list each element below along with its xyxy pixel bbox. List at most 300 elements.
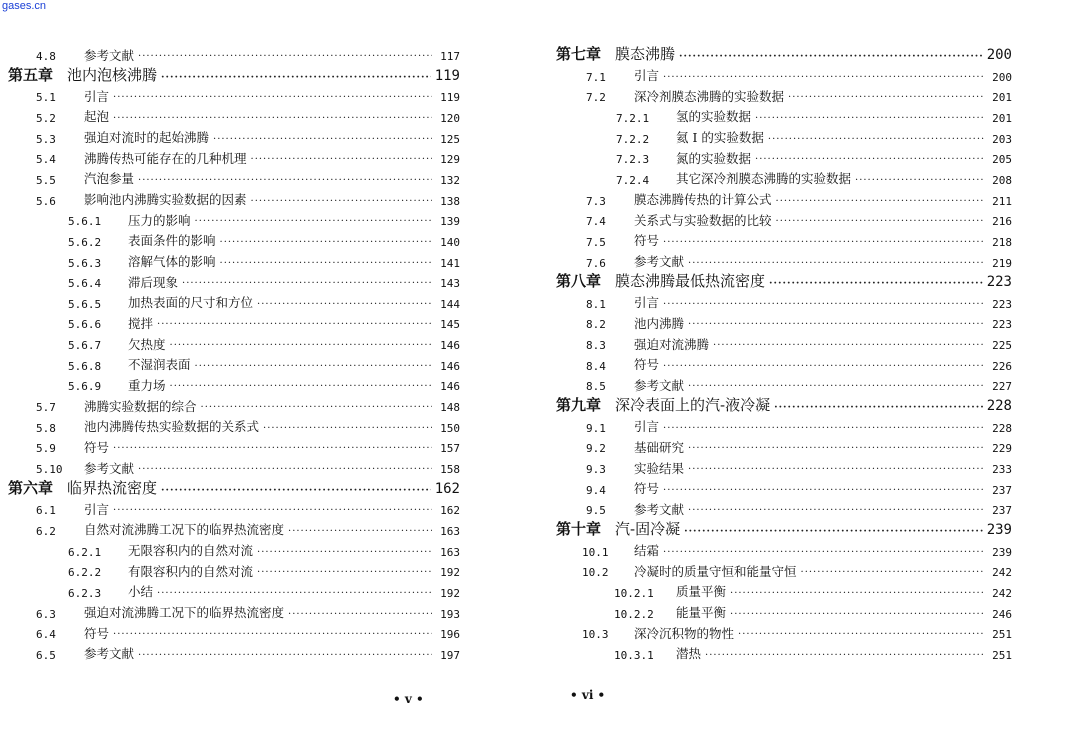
toc-section-title: 引言 — [634, 68, 660, 84]
toc-section-title: 膜态沸腾最低热流密度 — [615, 272, 766, 291]
toc-entry-row — [556, 314, 1012, 330]
toc-section-title: 临界热流密度 — [67, 478, 158, 497]
toc-section-number: 7.2.1 — [616, 111, 650, 125]
toc-section-number: 6.4 — [36, 628, 56, 642]
toc-page-number: 193 — [440, 607, 460, 621]
toc-section-number: 7.4 — [586, 215, 606, 229]
toc-page-number: 239 — [992, 545, 1012, 559]
toc-section-title: 膜态沸腾 — [615, 45, 676, 63]
toc-page-number: 120 — [440, 111, 460, 125]
toc-leader-dots — [213, 135, 432, 145]
toc-leader-dots — [663, 424, 984, 434]
toc-section-title: 符号 — [634, 357, 660, 373]
toc-entry-row — [556, 356, 1012, 372]
toc-entry-row — [556, 170, 1012, 186]
toc-entry-row — [8, 170, 460, 186]
toc-leader-dots — [138, 176, 432, 186]
toc-section-title: 沸腾传热可能存在的几种机理 — [84, 150, 247, 166]
toc-section-title: 有限容积内的自然对流 — [128, 563, 254, 579]
toc-entry-row — [556, 232, 1012, 248]
toc-section-number: 第九章 — [556, 396, 602, 415]
toc-leader-dots — [688, 444, 984, 454]
toc-leader-dots — [801, 568, 984, 578]
toc-leader-dots — [263, 424, 432, 434]
toc-section-title: 重力场 — [128, 377, 166, 393]
toc-entry-row — [556, 542, 1012, 558]
toc-section-title: 参考文献 — [84, 460, 135, 476]
toc-leader-dots — [776, 197, 984, 207]
toc-leader-dots — [251, 197, 432, 207]
toc-section-title: 符号 — [634, 481, 660, 497]
toc-entry-row — [556, 129, 1012, 145]
toc-leader-dots — [170, 341, 432, 351]
toc-section-title: 参考文献 — [84, 646, 135, 662]
toc-entry-row — [556, 645, 1012, 661]
toc-entry-row — [8, 500, 460, 516]
toc-entry-row — [556, 480, 1012, 496]
toc-leader-dots — [201, 403, 432, 413]
toc-entry-row — [8, 459, 460, 475]
toc-section-number: 10.2.1 — [614, 586, 654, 600]
toc-entry-row — [556, 191, 1012, 207]
toc-section-title: 冷凝时的质量守恒和能量守恒 — [634, 563, 797, 579]
toc-page-number: 246 — [992, 607, 1012, 621]
toc-chapter-row — [556, 397, 1012, 413]
watermark-text: gases.cn — [2, 0, 47, 12]
toc-section-title: 氮的实验数据 — [676, 150, 752, 166]
toc-leader-dots — [257, 548, 432, 558]
toc-leader-dots — [663, 548, 984, 558]
toc-section-title: 溶解气体的影响 — [128, 254, 216, 269]
toc-section-title: 池内沸腾 — [634, 315, 685, 331]
toc-section-title: 其它深冷剂膜态沸腾的实验数据 — [676, 171, 852, 187]
toc-entry-row — [8, 521, 460, 537]
toc-section-title: 池内泡核沸腾 — [67, 65, 158, 84]
toc-section-number: 5.6 — [36, 194, 56, 208]
toc-leader-dots — [855, 176, 984, 186]
toc-entry-row — [8, 129, 460, 145]
toc-page-number: 218 — [992, 235, 1012, 249]
toc-page-number: 197 — [440, 648, 460, 662]
toc-section-title: 欠热度 — [128, 336, 166, 352]
toc-section-title: 汽泡参量 — [84, 171, 135, 187]
toc-section-title: 参考文献 — [634, 501, 685, 517]
toc-leader-dots — [170, 382, 432, 392]
toc-section-number: 5.1 — [36, 91, 56, 105]
toc-page-number: 205 — [992, 153, 1012, 167]
toc-section-title: 强迫对流时的起始沸腾 — [84, 130, 210, 146]
toc-leader-dots — [195, 362, 432, 372]
toc-section-title: 质量平衡 — [676, 584, 727, 600]
toc-entry-row — [8, 149, 460, 165]
toc-section-title: 表面条件的影响 — [128, 233, 216, 249]
toc-leader-dots — [220, 238, 432, 248]
toc-entry-row — [556, 562, 1012, 578]
toc-section-title: 膜态沸腾传热的计算公式 — [634, 192, 772, 208]
toc-section-number: 6.1 — [36, 504, 56, 518]
toc-section-number: 9.5 — [586, 504, 606, 518]
toc-leader-dots — [663, 300, 984, 310]
toc-section-title: 搅拌 — [128, 315, 154, 331]
toc-section-title: 强迫对流沸腾 — [634, 336, 710, 352]
toc-leader-dots — [257, 300, 432, 310]
toc-section-number: 5.8 — [36, 421, 56, 435]
toc-section-number: 8.5 — [586, 380, 606, 394]
toc-entry-row — [8, 294, 460, 310]
toc-chapter-row — [556, 521, 1012, 537]
toc-page-number: 119 — [434, 67, 460, 84]
toc-section-title: 引言 — [634, 295, 660, 311]
toc-leader-dots — [774, 403, 983, 413]
toc-section-number: 5.3 — [36, 132, 56, 146]
toc-section-number: 10.2.2 — [614, 607, 654, 621]
toc-page-number: 150 — [440, 421, 460, 435]
toc-leader-dots — [688, 382, 984, 392]
toc-page-number: 225 — [992, 339, 1012, 353]
toc-leader-dots — [195, 217, 432, 227]
toc-page-number: 242 — [992, 566, 1012, 580]
toc-entry-row — [556, 294, 1012, 310]
toc-section-title: 符号 — [84, 439, 110, 455]
toc-entry-row — [556, 67, 1012, 83]
toc-leader-dots — [713, 341, 984, 351]
toc-section-number: 9.3 — [586, 463, 606, 476]
toc-section-number: 5.6.9 — [68, 380, 102, 394]
toc-leader-dots — [776, 217, 984, 227]
toc-page-number: 196 — [440, 628, 460, 642]
toc-entry-row — [556, 459, 1012, 475]
toc-entry-row — [556, 335, 1012, 351]
toc-section-title: 深冷沉积物的物性 — [634, 625, 735, 641]
toc-section-number: 5.10 — [36, 463, 63, 476]
toc-page-number: 203 — [992, 132, 1012, 146]
toc-section-number: 5.6.2 — [68, 235, 102, 249]
toc-leader-dots — [157, 320, 432, 330]
toc-leader-dots — [755, 155, 984, 165]
toc-section-number: 8.3 — [586, 339, 606, 353]
toc-section-number: 第六章 — [8, 478, 54, 497]
toc-entry-row — [8, 46, 460, 62]
toc-section-title: 深冷表面上的汽-液冷凝 — [615, 396, 771, 415]
toc-page-number: 192 — [440, 566, 460, 580]
toc-page-number: 162 — [434, 480, 460, 497]
toc-page-number: 228 — [992, 421, 1012, 435]
toc-leader-dots — [161, 486, 431, 496]
toc-section-title: 无限容积内的自然对流 — [128, 543, 254, 559]
toc-page-number: 233 — [992, 463, 1012, 476]
toc-section-title: 小结 — [128, 584, 154, 600]
toc-section-number: 9.4 — [586, 483, 606, 497]
toc-page-number: 229 — [992, 442, 1012, 456]
toc-page-number: 146 — [440, 380, 460, 394]
toc-entry-row — [8, 376, 460, 392]
toc-section-number: 10.3 — [582, 628, 609, 642]
toc-section-number: 7.2.4 — [616, 173, 650, 187]
toc-page-number: 251 — [992, 628, 1012, 642]
toc-page-number: 129 — [440, 153, 460, 167]
toc-entry-row — [8, 211, 460, 227]
toc-leader-dots — [663, 362, 984, 372]
toc-page-number: 228 — [986, 398, 1012, 415]
toc-page-number: 117 — [440, 50, 460, 63]
toc-section-title: 引言 — [84, 88, 110, 104]
toc-page-number: 237 — [992, 504, 1012, 518]
toc-entry-row — [8, 604, 460, 620]
toc-section-number: 6.2 — [36, 524, 56, 538]
toc-leader-dots — [730, 589, 984, 599]
toc-entry-row — [8, 253, 460, 269]
toc-section-number: 第五章 — [8, 65, 54, 84]
toc-leader-dots — [113, 506, 432, 516]
toc-page-number: 226 — [992, 359, 1012, 373]
toc-entry-row — [8, 583, 460, 599]
toc-section-number: 5.6.6 — [68, 318, 102, 332]
toc-section-title: 潜热 — [676, 646, 702, 662]
toc-page-number: 219 — [992, 256, 1012, 270]
toc-entry-row — [556, 438, 1012, 454]
toc-section-number: 8.1 — [586, 297, 606, 311]
toc-entry-row — [8, 356, 460, 372]
toc-leader-dots — [730, 610, 984, 620]
toc-page-number: 148 — [440, 401, 460, 415]
toc-section-number: 第七章 — [556, 45, 602, 63]
toc-entry-row — [556, 418, 1012, 434]
toc-leader-dots — [138, 651, 432, 661]
toc-section-number: 6.3 — [36, 607, 56, 621]
toc-page-number: 208 — [992, 173, 1012, 187]
toc-entry-row — [556, 624, 1012, 640]
toc-section-title: 基础研究 — [634, 439, 685, 455]
toc-leader-dots — [288, 527, 432, 537]
toc-page-number: 145 — [440, 318, 460, 332]
toc-entry-row — [556, 87, 1012, 103]
toc-page-number: 251 — [992, 648, 1012, 662]
toc-section-title: 深冷剂膜态沸腾的实验数据 — [634, 88, 785, 104]
toc-leader-dots — [788, 93, 984, 103]
toc-page-number: 239 — [986, 521, 1012, 538]
toc-leader-dots — [755, 114, 984, 124]
toc-page-number: 201 — [992, 111, 1012, 125]
toc-leader-dots — [113, 114, 432, 124]
toc-page-number: 141 — [440, 256, 460, 270]
toc-entry-row — [556, 583, 1012, 599]
toc-section-number: 5.6.5 — [68, 297, 102, 311]
toc-entry-row — [556, 604, 1012, 620]
toc-page-number: 200 — [986, 47, 1012, 63]
toc-leader-dots — [663, 73, 984, 83]
toc-leader-dots — [768, 135, 984, 145]
toc-entry-row — [8, 314, 460, 330]
toc-chapter-row — [8, 480, 460, 496]
toc-section-number: 8.4 — [586, 359, 606, 373]
toc-section-title: 汽-固冷凝 — [615, 519, 681, 538]
toc-section-title: 加热表面的尺寸和方位 — [128, 295, 254, 311]
toc-leader-dots — [663, 238, 984, 248]
toc-section-number: 10.1 — [582, 545, 609, 559]
toc-section-title: 实验结果 — [634, 460, 685, 476]
toc-section-title: 沸腾实验数据的综合 — [84, 398, 197, 414]
toc-entry-row — [8, 542, 460, 558]
toc-leader-dots — [138, 465, 432, 475]
toc-entry-row — [8, 438, 460, 454]
toc-section-title: 池内沸腾传热实验数据的关系式 — [84, 419, 260, 435]
toc-entry-row — [8, 397, 460, 413]
toc-section-title: 自然对流沸腾工况下的临界热流密度 — [84, 522, 285, 538]
toc-leader-dots — [251, 155, 432, 165]
toc-entry-row — [8, 273, 460, 289]
toc-page-number: 211 — [992, 194, 1012, 208]
toc-section-title: 氢的实验数据 — [676, 109, 752, 125]
toc-section-title: 参考文献 — [634, 377, 685, 393]
toc-section-number: 5.6.1 — [68, 215, 102, 229]
toc-section-number: 5.2 — [36, 111, 56, 125]
toc-page-number: 146 — [440, 339, 460, 353]
toc-section-number: 7.5 — [586, 235, 606, 249]
toc-page-number: 162 — [440, 504, 460, 518]
toc-page-number: 242 — [992, 586, 1012, 600]
toc-leader-dots — [257, 568, 432, 578]
toc-entry-row — [556, 211, 1012, 227]
toc-page-number: 163 — [440, 524, 460, 538]
toc-section-number: 8.2 — [586, 318, 606, 332]
toc-page-number: 158 — [440, 463, 460, 476]
toc-section-title: 能量平衡 — [676, 605, 727, 621]
toc-entry-row — [8, 232, 460, 248]
toc-section-title: 不湿润表面 — [128, 357, 191, 373]
toc-section-number: 7.2.2 — [616, 132, 650, 146]
toc-section-title: 引言 — [84, 501, 110, 517]
toc-page-number: 201 — [992, 91, 1012, 105]
toc-page-number: 140 — [440, 235, 460, 249]
toc-entry-row — [8, 335, 460, 351]
toc-section-title: 结霜 — [634, 543, 660, 559]
toc-entry-row — [556, 376, 1012, 392]
toc-entry-row — [556, 149, 1012, 165]
toc-section-number: 7.6 — [586, 256, 606, 270]
toc-section-number: 5.6.3 — [68, 256, 102, 270]
toc-section-number: 5.6.7 — [68, 339, 102, 353]
toc-page-number: 119 — [440, 91, 460, 105]
toc-leader-dots — [288, 610, 432, 620]
toc-page-number: 144 — [440, 297, 460, 311]
toc-section-number: 第十章 — [556, 519, 602, 538]
toc-page-number: 227 — [992, 380, 1012, 394]
toc-entry-row — [8, 418, 460, 434]
toc-page-number: 223 — [992, 318, 1012, 332]
toc-leader-dots — [705, 651, 984, 661]
toc-leader-dots — [182, 279, 432, 289]
toc-entry-row — [556, 108, 1012, 124]
toc-leader-dots — [738, 630, 984, 640]
toc-leader-dots — [688, 320, 984, 330]
toc-leader-dots — [688, 259, 984, 269]
toc-page-number: 146 — [440, 359, 460, 373]
toc-leader-dots — [688, 465, 984, 475]
toc-entry-row — [8, 108, 460, 124]
toc-page-number: 139 — [440, 215, 460, 229]
page-number-left: • v • — [393, 692, 424, 706]
toc-page-number: 216 — [992, 215, 1012, 229]
toc-section-number: 5.7 — [36, 401, 56, 415]
toc-leader-dots — [138, 52, 432, 62]
toc-section-title: 参考文献 — [634, 254, 685, 269]
toc-chapter-row — [556, 46, 1012, 62]
toc-page-number: 223 — [986, 274, 1012, 291]
toc-page-number: 237 — [992, 483, 1012, 497]
toc-section-number: 6.2.1 — [68, 545, 102, 559]
toc-section-title: 引言 — [634, 419, 660, 435]
toc-section-title: 符号 — [634, 233, 660, 249]
toc-section-number: 5.9 — [36, 442, 56, 456]
toc-section-number: 6.2.2 — [68, 566, 102, 580]
toc-entry-row — [8, 645, 460, 661]
toc-section-number: 9.1 — [586, 421, 606, 435]
toc-section-number: 7.1 — [586, 70, 606, 84]
toc-section-number: 9.2 — [586, 442, 606, 456]
toc-page-number: 163 — [440, 545, 460, 559]
toc-leader-dots — [688, 506, 984, 516]
toc-section-number: 5.5 — [36, 173, 56, 187]
toc-leader-dots — [769, 279, 983, 289]
toc-section-title: 符号 — [84, 625, 110, 641]
toc-section-title: 起泡 — [84, 109, 110, 125]
toc-entry-row — [556, 500, 1012, 516]
toc-page-number: 138 — [440, 194, 460, 208]
toc-section-number: 7.2 — [586, 91, 606, 105]
toc-section-number: 5.6.8 — [68, 359, 102, 373]
toc-section-title: 滞后现象 — [128, 274, 179, 290]
toc-section-number: 10.2 — [582, 566, 609, 580]
toc-section-number: 5.6.4 — [68, 277, 102, 291]
toc-entry-row — [8, 87, 460, 103]
page-number-right: • vi • — [570, 688, 606, 702]
toc-entry-row — [8, 624, 460, 640]
toc-page-number: 192 — [440, 586, 460, 600]
toc-section-title: 参考文献 — [84, 47, 135, 63]
toc-section-number: 6.5 — [36, 648, 56, 662]
toc-section-title: 强迫对流沸腾工况下的临界热流密度 — [84, 605, 285, 621]
toc-page-number: 200 — [992, 70, 1012, 84]
toc-section-number: 4.8 — [36, 50, 56, 63]
toc-leader-dots — [663, 486, 984, 496]
toc-section-number: 7.2.3 — [616, 153, 650, 167]
toc-chapter-row — [556, 273, 1012, 289]
toc-page-number: 143 — [440, 277, 460, 291]
toc-section-number: 10.3.1 — [614, 648, 654, 662]
toc-page-number: 132 — [440, 173, 460, 187]
toc-section-title: 压力的影响 — [128, 212, 191, 228]
toc-entry-row — [8, 191, 460, 207]
toc-entry-row — [556, 253, 1012, 269]
toc-entry-row — [8, 562, 460, 578]
toc-section-number: 7.3 — [586, 194, 606, 208]
toc-section-title: 关系式与实验数据的比较 — [634, 212, 772, 228]
toc-chapter-row — [8, 67, 460, 83]
toc-leader-dots — [684, 527, 983, 537]
toc-leader-dots — [679, 52, 983, 62]
toc-section-title: 氦 I 的实验数据 — [676, 130, 764, 146]
toc-page-number: 223 — [992, 297, 1012, 311]
toc-page-number: 125 — [440, 132, 460, 146]
toc-leader-dots — [161, 73, 431, 83]
toc-leader-dots — [157, 589, 432, 599]
toc-page-number: 157 — [440, 442, 460, 456]
toc-section-title: 影响池内沸腾实验数据的因素 — [84, 192, 247, 208]
toc-leader-dots — [220, 259, 432, 269]
toc-leader-dots — [113, 93, 432, 103]
toc-leader-dots — [113, 444, 432, 454]
toc-section-number: 6.2.3 — [68, 586, 102, 600]
